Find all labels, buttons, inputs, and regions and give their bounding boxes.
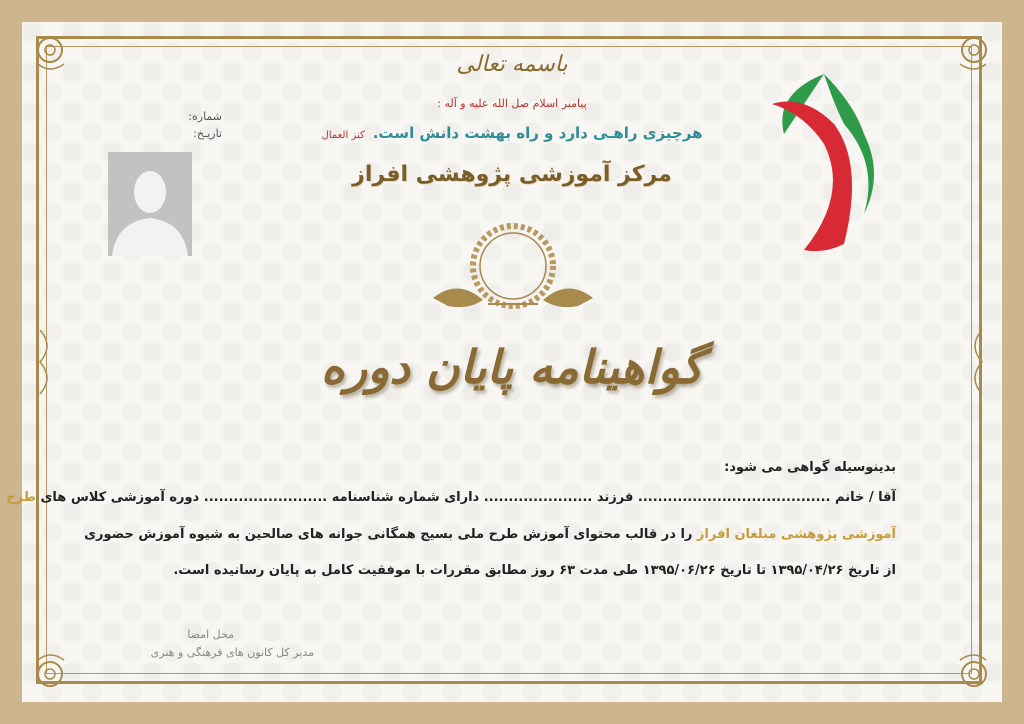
hadith-reference: کنز العمال xyxy=(321,130,365,141)
corner-ornament-bottom-right xyxy=(948,648,994,694)
intro-text: بدینوسیله گواهی می شود: xyxy=(724,460,896,475)
body-line-2 xyxy=(84,527,896,542)
body-line-2-main: را در قالب محتوای آموزش طرح ملی بسیج همگانی جوانه های صالحین به شیوه آموزش حضوری xyxy=(84,527,693,542)
number-label: شماره: xyxy=(188,110,222,123)
central-ring-ornament xyxy=(428,218,598,318)
center-name: مرکز آموزشی پژوهشی افراز xyxy=(352,162,672,187)
signer-title: مدیر کل کانون های فرهنگی و هنری xyxy=(150,646,314,659)
hadith-source: پیامبر اسلام صل الله علیه و آله : xyxy=(437,97,587,110)
person-silhouette-icon xyxy=(108,152,192,256)
body-line-1 xyxy=(6,490,896,505)
date-label: تاریـخ: xyxy=(193,127,222,140)
photo-placeholder xyxy=(108,152,192,256)
body-line-1-main: آقا / خانم ....................................... فرزند ...................... دارای شماره شناسنامه ......................... دوره آموزشی کلاس های xyxy=(40,490,896,505)
body-line-2-highlight: آموزشی پژوهشی مبلغان افراز xyxy=(696,527,896,542)
body-line-3: از تاریخ ۱۳۹۵/۰۴/۲۶ تا تاریخ ۱۳۹۵/۰۶/۲۶ طی مدت ۶۳ روز مطابق مقررات با موفقیت کامل به پایان رسانیده است. xyxy=(173,563,896,578)
bismillah-text: باسمه تعالی xyxy=(456,52,568,77)
signature-place-label: محل امضا xyxy=(187,628,234,641)
corner-ornament-bottom-left xyxy=(30,648,76,694)
flag-ribbon-logo xyxy=(764,64,894,254)
certificate-title: گواهینامه پایان دوره xyxy=(320,340,704,394)
hadith-text: هرچیزی راهـی دارد و راه بهشت دانش است. xyxy=(372,124,703,142)
body-line-1-highlight: طرح xyxy=(6,490,36,505)
